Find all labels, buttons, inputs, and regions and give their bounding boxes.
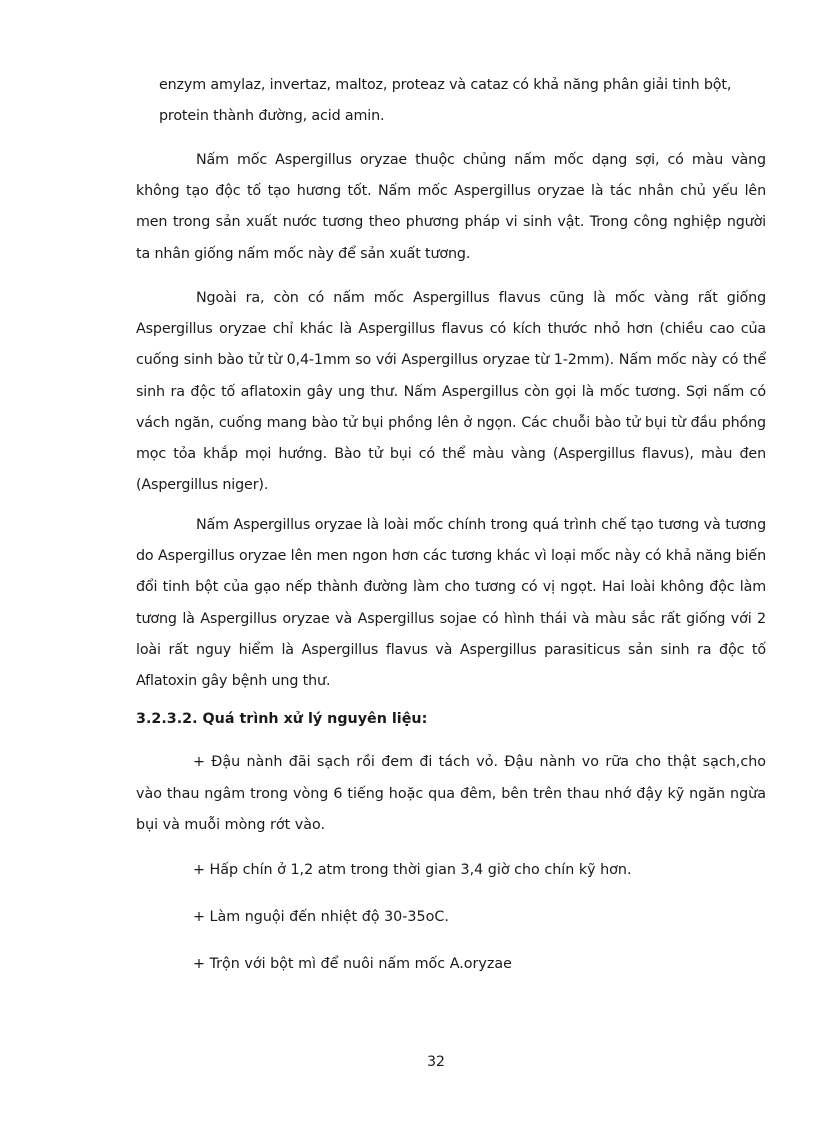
- paragraph-aspergillus-oryzae: Nấm mốc Aspergillus oryzae thuộc chủng nấm mốc dạng sợi, có màu vàng không tạo độc tố tạo hương tốt. Nấm mốc Aspergillus oryzae là tác nhân chủ yếu lên men trong sản xuất nước tương theo phương pháp vi sinh vật. Trong công nghiệp người ta nhân giống nấm mốc này để sản xuất tương.: [136, 152, 766, 262]
- paragraph-enzymes: enzym amylaz, invertaz, maltoz, proteaz và cataz có khả năng phân giải tinh bột, protein thành đường, acid amin.: [159, 77, 732, 125]
- step-cool-text: + Làm nguội đến nhiệt độ 30-35: [193, 909, 426, 925]
- step-steam: + Hấp chín ở 1,2 atm trong thời gian 3,4 giờ cho chín kỹ hơn.: [193, 862, 632, 878]
- paragraph-aspergillus-flavus: Ngoài ra, còn có nấm mốc Aspergillus flavus cũng là mốc vàng rất giống Aspergillus oryzae chỉ khác là Aspergillus flavus có kích thước nhỏ hơn (chiều cao của cuống sinh bào tử từ 0,4-1mm so với Aspergillus oryzae từ 1-2mm). Nấm mốc này có thể sinh ra độc tố aflatoxin gây ung thư. Nấm Aspergillus còn gọi là mốc tương. Sợi nấm có vách ngăn, cuống mang bào tử bụi phồng lên ở ngọn. Các chuỗi bào tử bụi từ đầu phồng mọc tỏa khắp mọi hướng. Bào tử bụi có thể màu vàng (Aspergillus flavus), màu đen (Aspergillus niger).: [136, 290, 766, 494]
- section-heading: 3.2.3.2. Quá trình xử lý nguyên liệu:: [136, 711, 428, 727]
- step-cool: [193, 902, 816, 934]
- temperature-unit: oC.: [425, 909, 449, 925]
- step-soak-beans: + Đậu nành đãi sạch rồi đem đi tách vỏ. Đậu nành vo rữa cho thật sạch,cho vào thau ngâm trong vòng 6 tiếng hoặc qua đêm, bên trên thau nhớ đậy kỹ ngăn ngừa bụi và muỗi mòng rớt vào.: [136, 754, 766, 833]
- paragraph-soy-sauce-molds: Nấm Aspergillus oryzae là loài mốc chính trong quá trình chế tạo tương và tương do Aspergillus oryzae lên men ngon hơn các tương khác vì loại mốc này có khả năng biến đổi tinh bột của gạo nếp thành đường làm cho tương có vị ngọt. Hai loài không độc làm tương là Aspergillus oryzae và Aspergillus sojae có hình thái và màu sắc rất giống với 2 loài rất nguy hiểm là Aspergillus flavus và Aspergillus parasiticus sản sinh ra độc tố Aflatoxin gây bệnh ung thư.: [136, 517, 766, 690]
- page-number: 32: [427, 1054, 445, 1070]
- step-mix-flour: + Trộn với bột mì để nuôi nấm mốc A.oryzae: [193, 956, 512, 972]
